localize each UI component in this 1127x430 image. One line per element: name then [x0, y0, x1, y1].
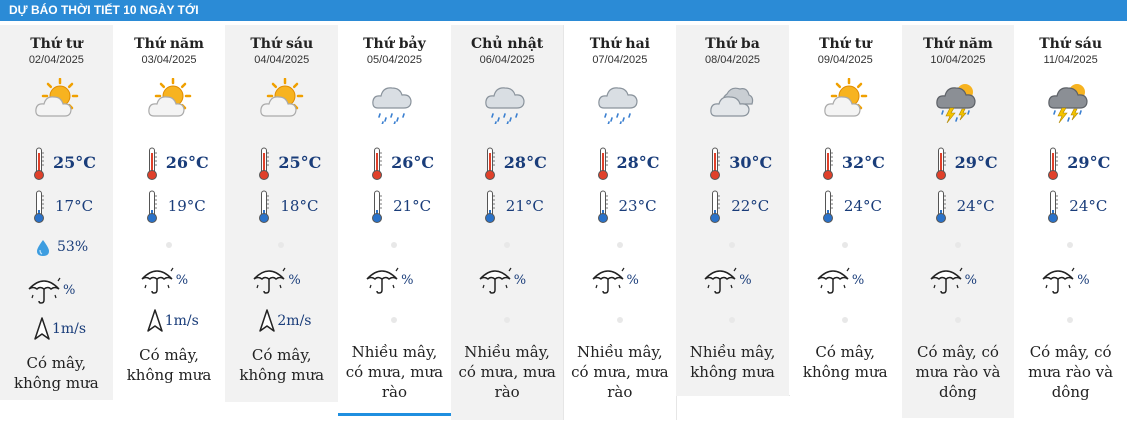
description-line: Nhiều mây, — [689, 343, 776, 361]
temp-max: 32°C — [841, 153, 885, 172]
temp-min: 17°C — [55, 197, 94, 215]
temp-max: 28°C — [503, 153, 547, 172]
wind-placeholder-dot — [955, 317, 961, 323]
weather-description — [229, 345, 334, 385]
temp-max: 28°C — [616, 153, 660, 172]
humidity-drop-icon — [36, 239, 50, 257]
wind-speed: 1m/s — [164, 313, 199, 329]
thermometer-cold-icon — [483, 190, 497, 224]
day-date: 11/04/2025 — [1043, 54, 1098, 66]
thermometer-hot-icon — [596, 147, 610, 181]
humidity-placeholder-dot — [166, 242, 172, 248]
day-name: Thứ sáu — [1039, 36, 1103, 52]
weather-description — [4, 353, 109, 393]
humidity-placeholder-dot — [504, 242, 510, 248]
wind-placeholder-dot — [842, 317, 848, 323]
day-name: Thứ ba — [705, 36, 760, 52]
description-line: mưa rào và — [1028, 363, 1114, 381]
thermometer-hot-icon — [1046, 147, 1060, 181]
temp-max: 26°C — [391, 153, 435, 172]
umbrella-icon — [140, 265, 174, 295]
thermometer-hot-icon — [32, 147, 46, 181]
description-line: Có mây, có — [1029, 343, 1112, 361]
wind-speed: 2m/s — [277, 313, 312, 329]
rain-cloud-icon — [597, 78, 643, 124]
description-line: Có mây, có — [916, 343, 999, 361]
thermometer-hot-icon — [483, 147, 497, 181]
day-column[interactable] — [902, 25, 1016, 418]
rain-probability: % — [1077, 273, 1090, 288]
description-line: Có mây, — [139, 346, 199, 364]
umbrella-icon — [929, 265, 963, 295]
temp-min: 19°C — [167, 197, 206, 215]
thermometer-hot-icon — [708, 147, 722, 181]
day-column[interactable] — [564, 25, 678, 420]
rain-probability: % — [739, 273, 752, 288]
partly-cloudy-sun-icon — [33, 78, 79, 124]
day-column[interactable] — [113, 25, 227, 402]
day-date: 03/04/2025 — [141, 54, 197, 66]
rain-probability: % — [288, 273, 301, 288]
day-date: 08/04/2025 — [705, 54, 761, 66]
description-line: dông — [1051, 383, 1090, 401]
description-line: Có mây, — [251, 346, 312, 364]
umbrella-icon — [27, 275, 61, 305]
weather-description — [906, 342, 1011, 402]
thermometer-hot-icon — [257, 147, 271, 181]
rain-probability: % — [63, 283, 76, 298]
umbrella-icon — [1041, 265, 1075, 295]
day-column[interactable] — [338, 25, 452, 416]
day-date: 02/04/2025 — [28, 54, 84, 66]
day-column[interactable] — [0, 25, 114, 400]
temp-max: 25°C — [53, 153, 96, 172]
weather-description — [342, 342, 447, 402]
day-name: Thứ hai — [589, 36, 650, 52]
day-column[interactable] — [225, 25, 339, 402]
temp-min: 24°C — [843, 197, 882, 215]
day-column[interactable] — [789, 25, 903, 395]
day-column[interactable] — [676, 25, 790, 396]
description-line: có mưa, mưa — [345, 363, 444, 381]
description-line: mưa rào và — [915, 363, 1001, 381]
forecast-grid — [0, 25, 1127, 430]
description-line: rào — [381, 383, 408, 401]
wind-direction-icon — [33, 317, 51, 341]
rain-probability: % — [851, 273, 865, 288]
day-date: 04/04/2025 — [254, 54, 310, 66]
temp-max: 29°C — [954, 153, 998, 172]
cloudy-icon — [709, 78, 755, 124]
thermometer-cold-icon — [257, 190, 271, 224]
description-line: có mưa, mưa — [571, 363, 669, 381]
humidity-placeholder-dot — [729, 242, 735, 248]
humidity-value: 53% — [57, 239, 89, 255]
day-name: Thứ tư — [30, 36, 83, 52]
wind-placeholder-dot — [391, 317, 397, 323]
temp-min: 22°C — [731, 197, 770, 215]
day-name: Thứ năm — [923, 36, 993, 52]
thermometer-cold-icon — [1046, 190, 1060, 224]
description-line: Nhiều mây, — [577, 343, 663, 361]
thermometer-cold-icon — [32, 190, 46, 224]
umbrella-icon — [478, 265, 512, 295]
partly-cloudy-sun-icon — [258, 78, 304, 124]
rain-probability: % — [401, 273, 414, 288]
temp-max: 30°C — [729, 153, 773, 172]
temp-min: 18°C — [280, 197, 319, 215]
day-name: Thứ sáu — [250, 36, 314, 52]
day-column[interactable] — [451, 25, 565, 420]
description-line: có mưa, mưa — [458, 363, 556, 381]
description-line: rào — [607, 383, 633, 401]
thermometer-cold-icon — [934, 190, 948, 224]
description-line: Nhiều mây, — [351, 343, 438, 361]
thermometer-cold-icon — [708, 190, 722, 224]
day-name: Thứ bảy — [363, 36, 426, 52]
temp-min: 23°C — [618, 197, 657, 215]
thermometer-hot-icon — [145, 147, 159, 181]
rain-probability: % — [626, 273, 639, 288]
day-column[interactable] — [1014, 25, 1127, 418]
humidity-placeholder-dot — [1067, 242, 1073, 248]
wind-direction-icon — [146, 309, 164, 333]
description-line: Có mây, — [26, 354, 87, 372]
thermometer-cold-icon — [370, 190, 384, 224]
weather-description — [568, 342, 673, 402]
temp-min: 24°C — [956, 197, 995, 215]
wind-placeholder-dot — [729, 317, 735, 323]
wind-placeholder-dot — [1067, 317, 1073, 323]
temp-max: 26°C — [165, 153, 209, 172]
rain-cloud-icon — [371, 78, 417, 124]
umbrella-icon — [252, 265, 286, 295]
wind-placeholder-dot — [617, 317, 623, 323]
humidity-placeholder-dot — [391, 242, 397, 248]
temp-max: 25°C — [278, 153, 322, 172]
umbrella-icon — [703, 265, 737, 295]
description-line: rào — [494, 383, 520, 401]
description-line: Nhiều mây, — [464, 343, 550, 361]
temp-min: 21°C — [393, 197, 432, 215]
rain-probability: % — [513, 273, 527, 288]
temp-min: 21°C — [505, 197, 544, 215]
rain-probability: % — [964, 273, 977, 288]
day-date: 05/04/2025 — [366, 54, 422, 66]
umbrella-icon — [365, 265, 399, 295]
humidity-placeholder-dot — [842, 242, 848, 248]
description-line: không mưa — [126, 366, 212, 384]
weather-description — [117, 345, 222, 385]
thermometer-hot-icon — [370, 147, 384, 181]
wind-direction-icon — [258, 309, 276, 333]
partly-cloudy-sun-icon — [146, 78, 192, 124]
wind-speed: 1m/s — [52, 321, 87, 337]
thermometer-cold-icon — [596, 190, 610, 224]
umbrella-icon — [816, 265, 850, 295]
day-date: 09/04/2025 — [817, 54, 873, 66]
description-line: không mưa — [690, 363, 775, 381]
wind-placeholder-dot — [504, 317, 510, 323]
temp-min: 24°C — [1069, 197, 1108, 215]
thunderstorm-icon — [935, 78, 981, 124]
humidity-placeholder-dot — [617, 242, 623, 248]
forecast-title: DỰ BÁO THỜI TIẾT 10 NGÀY TỚI — [9, 3, 199, 17]
forecast-header — [0, 0, 1127, 21]
day-date: 06/04/2025 — [479, 54, 535, 66]
umbrella-icon — [591, 265, 625, 295]
thermometer-hot-icon — [934, 147, 948, 181]
rain-cloud-icon — [484, 78, 530, 124]
day-date: 10/04/2025 — [930, 54, 986, 66]
temp-max: 29°C — [1067, 153, 1111, 172]
description-line: không mưa — [239, 366, 325, 384]
day-name: Chủ nhật — [471, 36, 544, 52]
weather-description — [680, 342, 785, 382]
description-line: không mưa — [802, 363, 888, 381]
weather-description — [793, 342, 898, 382]
humidity-placeholder-dot — [955, 242, 961, 248]
thermometer-cold-icon — [821, 190, 835, 224]
day-name: Thứ năm — [134, 36, 204, 52]
weather-description — [1018, 342, 1123, 402]
rain-probability: % — [175, 273, 189, 288]
thunderstorm-icon — [1047, 78, 1093, 124]
description-line: không mưa — [14, 374, 99, 392]
description-line: dông — [938, 383, 977, 401]
partly-cloudy-sun-icon — [822, 78, 868, 124]
weather-description — [455, 342, 560, 402]
humidity-placeholder-dot — [278, 242, 284, 248]
day-date: 07/04/2025 — [592, 54, 648, 66]
description-line: Có mây, — [815, 343, 876, 361]
thermometer-hot-icon — [821, 147, 835, 181]
day-name: Thứ tư — [819, 36, 872, 52]
thermometer-cold-icon — [145, 190, 159, 224]
